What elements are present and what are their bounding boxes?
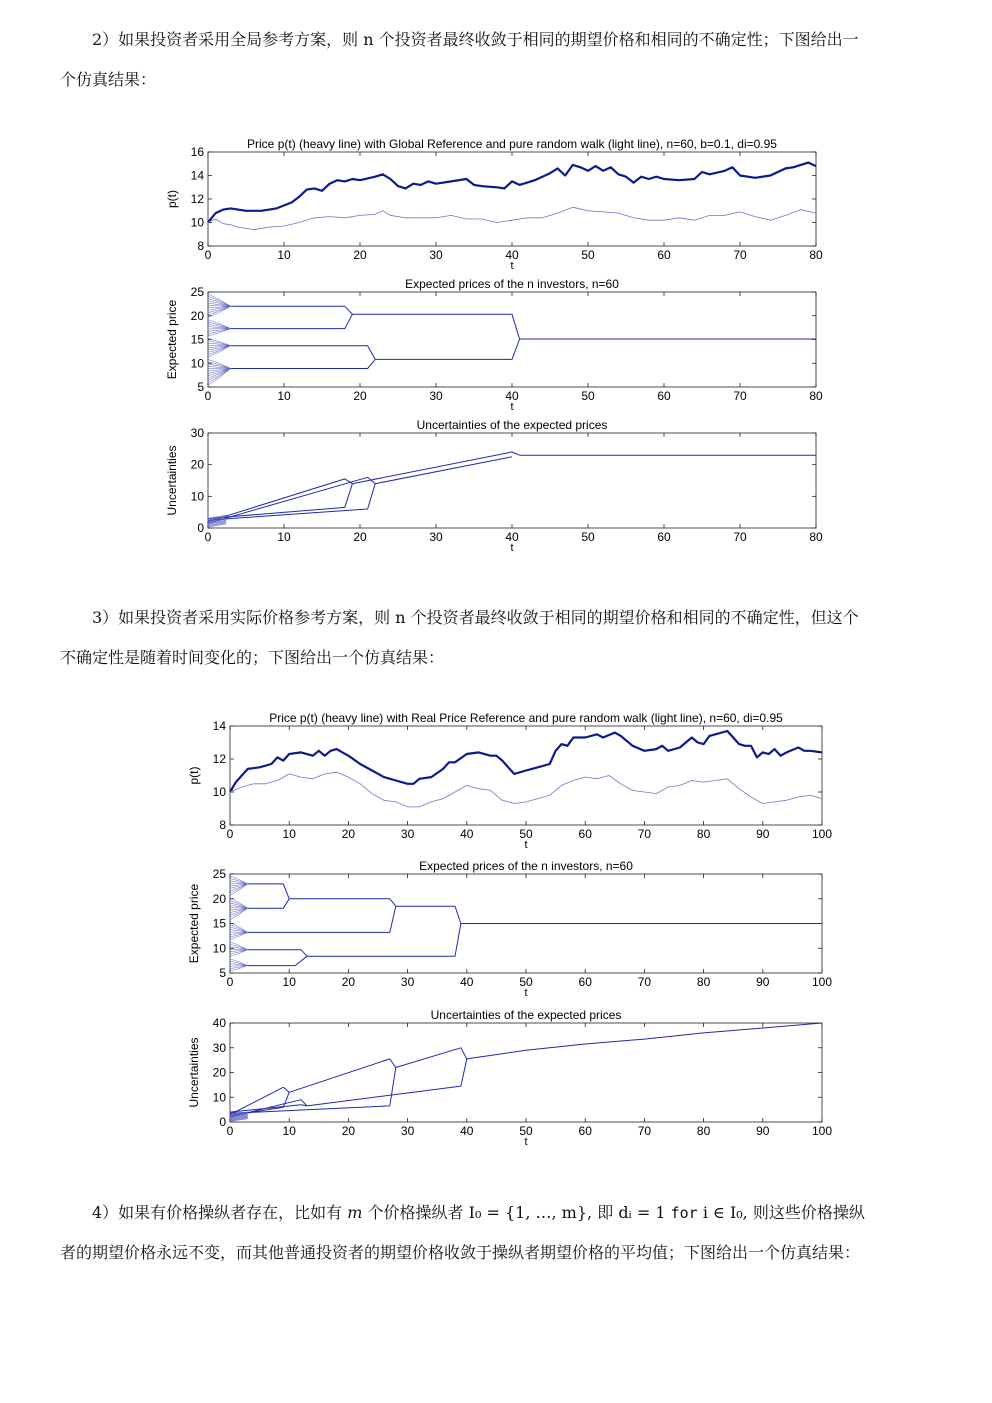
x-tick-label: 90 [756, 1124, 770, 1138]
x-tick-label: 10 [282, 1124, 296, 1138]
x-tick-label: 40 [460, 975, 474, 989]
x-axis-label: t [510, 260, 514, 272]
y-tick-label: 20 [190, 308, 204, 323]
y-axis-label: Expected price [187, 883, 201, 964]
x-tick-label: 20 [341, 975, 356, 989]
x-axis-label: t [524, 987, 528, 999]
x-tick-label: 80 [696, 1124, 711, 1138]
paragraph-4-text-c: 则这些价格操纵 [752, 1203, 865, 1222]
y-tick-label: 15 [190, 332, 204, 347]
y-tick-label: 25 [190, 285, 204, 299]
x-tick-label: 70 [637, 975, 652, 989]
y-tick-label: 30 [212, 1040, 226, 1055]
paragraph-4-text-a: 4）如果有价格操纵者存在，比如有 [92, 1203, 343, 1222]
chart-title: Uncertainties of the expected prices [416, 418, 608, 432]
y-tick-label: 10 [212, 941, 226, 956]
y-tick-label: 5 [197, 380, 204, 394]
y-tick-label: 16 [190, 145, 204, 159]
paragraph-4-line-2: 者的期望价格永远不变，而其他普通投资者的期望价格收敛于操纵者期望价格的平均值；下图给出一个仿真结果： [60, 1243, 861, 1262]
y-tick-label: 40 [212, 1016, 226, 1030]
x-tick-label: 10 [277, 530, 291, 544]
x-tick-label: 80 [809, 530, 823, 544]
x-tick-label: 0 [204, 389, 212, 403]
paragraph-3-line-1: 3）如果投资者采用实际价格参考方案，则 n 个投资者最终收敛于相同的期望价格和相同的不确定性，但这个 [92, 608, 859, 627]
x-tick-label: 20 [341, 1124, 356, 1138]
paragraph-4-math-cond: i ∈ I₀, [702, 1203, 748, 1222]
paragraph-4-text-b: 个价格操纵者 [367, 1203, 464, 1222]
chart-panel-4 [187, 711, 832, 851]
y-tick-label: 20 [212, 1065, 226, 1080]
chart-title: Price p(t) (heavy line) with Real Price Reference and pure random walk (light line), n=60, di=0.95 [269, 711, 783, 725]
x-tick-label: 20 [353, 248, 367, 262]
paragraph-4-math-di: dᵢ = 1 [618, 1203, 666, 1222]
y-axis-label: Expected price [165, 299, 179, 380]
x-tick-label: 70 [637, 827, 652, 841]
x-tick-label: 30 [429, 530, 443, 544]
x-tick-label: 20 [353, 530, 367, 544]
x-tick-label: 50 [581, 248, 595, 262]
x-tick-label: 50 [519, 1124, 533, 1138]
x-tick-label: 80 [809, 389, 823, 403]
x-tick-label: 90 [756, 827, 770, 841]
x-tick-label: 60 [657, 389, 671, 403]
x-axis-label: t [524, 1136, 528, 1148]
plot-frame [208, 152, 816, 246]
chart-title: Expected prices of the n investors, n=60 [419, 859, 633, 873]
x-tick-label: 30 [400, 975, 415, 989]
x-tick-label: 60 [657, 248, 671, 262]
chart-panel-3 [165, 418, 823, 554]
y-tick-label: 10 [190, 356, 204, 371]
chart-panel-5 [187, 859, 832, 999]
x-tick-label: 50 [519, 827, 533, 841]
y-axis-label: p(t) [187, 766, 201, 785]
x-tick-label: 40 [460, 1124, 474, 1138]
y-tick-label: 14 [212, 719, 226, 733]
x-tick-label: 70 [733, 248, 747, 262]
x-tick-label: 10 [282, 827, 296, 841]
y-tick-label: 8 [219, 818, 226, 832]
x-tick-label: 20 [353, 389, 367, 403]
x-tick-label: 60 [657, 530, 671, 544]
chart-title: Uncertainties of the expected prices [430, 1008, 622, 1022]
x-tick-label: 0 [226, 975, 234, 989]
y-tick-label: 10 [212, 1090, 226, 1105]
x-tick-label: 40 [460, 827, 474, 841]
x-tick-label: 60 [578, 975, 592, 989]
y-tick-label: 14 [190, 168, 204, 183]
y-tick-label: 12 [190, 192, 204, 206]
plot-frame [230, 1023, 822, 1122]
x-tick-label: 70 [733, 389, 747, 403]
x-tick-label: 30 [429, 248, 443, 262]
chart-title: Expected prices of the n investors, n=60 [405, 277, 619, 291]
x-tick-label: 0 [204, 530, 212, 544]
x-tick-label: 80 [696, 975, 711, 989]
y-tick-label: 10 [212, 785, 226, 799]
x-tick-label: 100 [811, 1124, 833, 1138]
paragraph-2-line-1: 2）如果投资者采用全局参考方案，则 n 个投资者最终收敛于相同的期望价格和相同的不确定性；下图给出一 [92, 30, 859, 49]
x-tick-label: 30 [429, 389, 443, 403]
chart-panel-6 [187, 1008, 832, 1148]
paragraph-4-text-ji: 即 [597, 1203, 614, 1222]
x-tick-label: 80 [696, 827, 711, 841]
x-tick-label: 50 [581, 389, 595, 403]
chart-title: Price p(t) (heavy line) with Global Reference and pure random walk (light line), n=60, b=0.1, di=0.95 [247, 137, 777, 151]
x-tick-label: 70 [733, 530, 747, 544]
x-tick-label: 0 [226, 1124, 234, 1138]
x-tick-label: 10 [277, 389, 291, 403]
paragraph-4-for: for [670, 1204, 698, 1222]
y-axis-label: Uncertainties [187, 1037, 201, 1108]
y-tick-label: 0 [219, 1115, 226, 1129]
x-tick-label: 30 [400, 827, 415, 841]
x-tick-label: 30 [400, 1124, 415, 1138]
y-tick-label: 20 [190, 457, 204, 472]
paragraph-3-line-2: 不确定性是随着时间变化的；下图给出一个仿真结果： [60, 648, 445, 667]
y-tick-label: 0 [197, 521, 204, 535]
chart-panel-2 [165, 277, 823, 413]
paragraph-2-line-2: 个仿真结果： [60, 70, 157, 89]
x-tick-label: 0 [204, 248, 212, 262]
x-tick-label: 50 [581, 530, 595, 544]
y-tick-label: 12 [212, 752, 226, 766]
y-tick-label: 10 [190, 489, 204, 504]
y-tick-label: 30 [190, 426, 204, 440]
y-tick-label: 25 [212, 867, 226, 881]
x-tick-label: 100 [811, 827, 833, 841]
x-tick-label: 0 [226, 827, 234, 841]
y-tick-label: 5 [219, 966, 226, 980]
x-tick-label: 100 [811, 975, 833, 989]
x-tick-label: 50 [519, 975, 533, 989]
x-tick-label: 10 [277, 248, 291, 262]
x-tick-label: 10 [282, 975, 296, 989]
y-axis-label: p(t) [165, 190, 179, 208]
x-axis-label: t [524, 839, 528, 851]
y-tick-label: 15 [212, 916, 226, 931]
x-tick-label: 70 [637, 1124, 652, 1138]
x-tick-label: 40 [505, 530, 519, 544]
x-tick-label: 20 [341, 827, 356, 841]
x-tick-label: 60 [578, 827, 592, 841]
x-tick-label: 40 [505, 248, 519, 262]
chart-panel-1 [165, 137, 823, 272]
plot-frame [230, 726, 822, 825]
y-tick-label: 10 [190, 215, 204, 230]
x-tick-label: 90 [756, 975, 770, 989]
x-axis-label: t [510, 401, 514, 413]
x-tick-label: 60 [578, 1124, 592, 1138]
paragraph-4-math-set: I₀ = {1, …, m}, [468, 1203, 593, 1222]
y-tick-label: 20 [212, 891, 226, 906]
y-axis-label: Uncertainties [165, 445, 179, 516]
y-tick-label: 8 [197, 239, 204, 253]
x-tick-label: 80 [809, 248, 823, 262]
paragraph-4-math-m: m [347, 1203, 363, 1222]
x-axis-label: t [510, 542, 514, 554]
x-tick-label: 40 [505, 389, 519, 403]
